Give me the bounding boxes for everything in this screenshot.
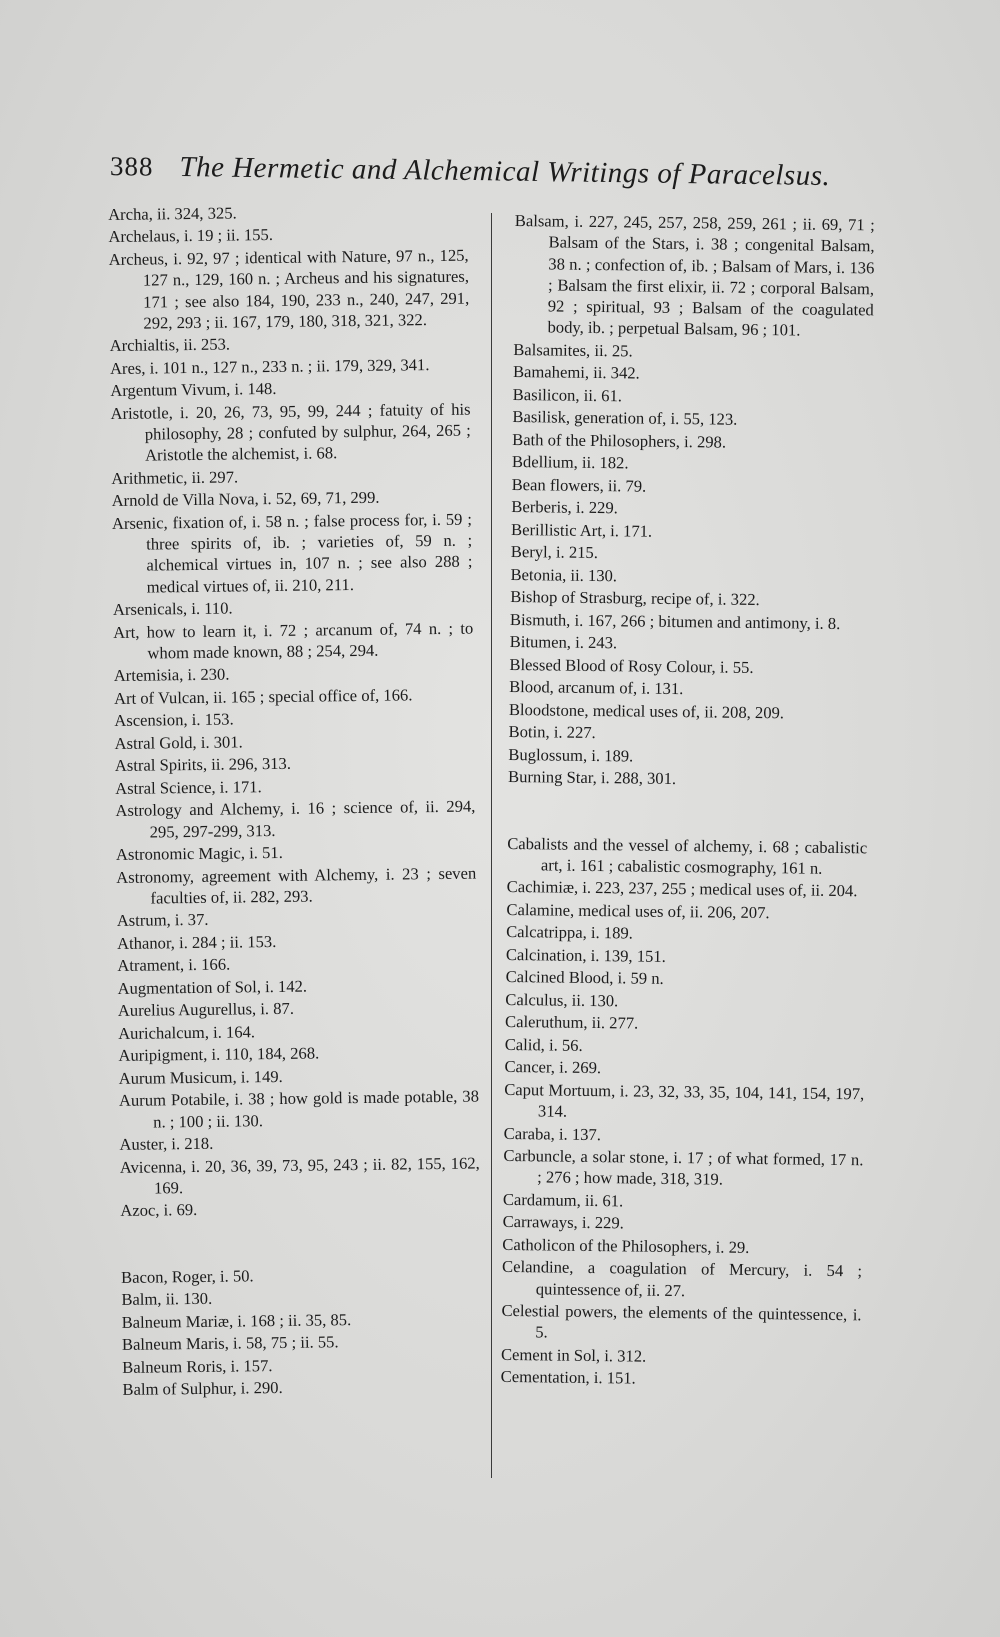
index-entry: Astrum, i. 37. [116, 910, 209, 931]
running-title: The Hermetic and Alchemical Writings of Paracelsus. [179, 150, 831, 193]
index-entry: Arithmetic, ii. 297. [111, 467, 239, 488]
index-entry: Auripigment, i. 110, 184, 268. [118, 1043, 320, 1066]
index-entry: Balm, ii. 130. [121, 1289, 213, 1310]
index-entry: Art, how to learn it, i. 72 ; arcanum of, 74 n. ; to whom made known, 88 ; 254, 294. [113, 618, 474, 663]
index-entry: Astronomic Magic, i. 51. [115, 843, 283, 865]
index-entry: Carraways, i. 229. [502, 1212, 624, 1233]
index-entry: Cardamum, ii. 61. [502, 1189, 624, 1211]
index-entry: Balneum Maris, i. 58, 75 ; ii. 55. [121, 1332, 339, 1355]
index-entry: Astral Science, i. 171. [115, 777, 262, 798]
index-entry: Argentum Vivum, i. 148. [110, 379, 277, 401]
index-entry: Bamahemi, ii. 342. [512, 362, 640, 383]
index-entry: Astronomy, agreement with Alchemy, i. 23 ; seven faculties of, ii. 282, 293. [116, 863, 477, 908]
index-entry: Celestial powers, the elements of the quintessence, i. 5. [501, 1300, 862, 1342]
index-entry: Astral Gold, i. 301. [114, 732, 243, 753]
index-entry: Aurum Musicum, i. 149. [118, 1066, 283, 1088]
index-entry: Cabalists and the vessel of alchemy, i. 68 ; cabalistic art, i. 161 ; cabalistic cosmography, 161 n. [507, 833, 868, 878]
index-entry: Caraba, i. 137. [503, 1123, 602, 1144]
index-entry: Botin, i. 227. [508, 722, 596, 743]
index-entry: Auster, i. 218. [119, 1133, 214, 1155]
index-entry: Blessed Blood of Rosy Colour, i. 55. [509, 654, 754, 677]
index-entry: Calcatrippa, i. 189. [506, 922, 634, 943]
index-entry: Cachimiæ, i. 223, 237, 255 ; medical uses of, ii. 204. [506, 877, 858, 901]
index-entry: Azoc, i. 69. [120, 1200, 198, 1221]
index-entry: Astral Spirits, ii. 296, 313. [114, 754, 292, 776]
index-entry: Aristotle, i. 20, 26, 73, 95, 99, 244 ; fatuity of his philosophy, 28 ; confuted by sulphur, 264, 265 ; Aristotle the alchemist, i. 68. [110, 399, 471, 465]
index-entry: Cancer, i. 269. [504, 1057, 602, 1078]
index-entry: Bean flowers, ii. 79. [511, 474, 647, 496]
index-entry: Astrology and Alchemy, i. 16 ; science of, ii. 294, 295, 297-299, 313. [115, 796, 476, 842]
index-entry: Buglossum, i. 189. [508, 744, 634, 766]
index-entry: Ascension, i. 153. [114, 709, 234, 731]
index-entry: Bacon, Roger, i. 50. [120, 1266, 254, 1287]
index-entry: Calamine, medical uses of, ii. 206, 207. [506, 899, 770, 923]
index-entry: Caput Mortuum, i. 23, 32, 33, 35, 104, 141, 154, 197, 314. [504, 1079, 865, 1121]
index-entry: Arsenicals, i. 110. [112, 598, 233, 620]
index-entry: Balneum Roris, i. 157. [122, 1355, 273, 1377]
index-entry: Calcined Blood, i. 59 n. [505, 967, 664, 989]
index-entry: Bitumen, i. 243. [509, 632, 618, 653]
index-entry: Artemisia, i. 230. [113, 665, 230, 686]
index-group-a [108, 200, 480, 1222]
index-group-c [501, 833, 868, 1392]
index-entry: Archeus, i. 92, 97 ; identical with Nature, 97 n., 125, 127 n., 129, 160 n. ; Archeus and his signatures, 171 ; see also 184, 190, 233 n., 240, 247, 291, 292, 293 ; ii. 167, 179, 180, 318, 321, 322. [108, 245, 470, 333]
index-group-b-entries [508, 210, 875, 792]
index-group-b [121, 1262, 483, 1400]
index-entry: Cement in Sol, i. 312. [500, 1344, 647, 1366]
group-spacer [120, 1218, 481, 1266]
index-entry: Art of Vulcan, ii. 165 ; special office of, 166. [113, 685, 413, 708]
index-entry: Arnold de Villa Nova, i. 52, 69, 71, 299. [111, 488, 380, 511]
index-entry: Bdellium, ii. 182. [511, 452, 629, 473]
index-entry: Archelaus, i. 19 ; ii. 155. [108, 225, 274, 247]
index-entry: Catholicon of the Philosophers, i. 29. [502, 1234, 750, 1257]
index-entry: Arsenic, fixation of, i. 58 n. ; false process for, i. 59 ; three spirits of, ib. ; varieties of, 59 n. ; alchemical virtues in, 107 n. ; see also 288 ; medical virtues of, ii. 210, 211. [111, 509, 473, 597]
index-entry: Celandine, a coagulation of Mercury, i. 54 ; quintessence of, ii. 27. [501, 1257, 863, 1300]
index-entry: Ares, i. 101 n., 127 n., 233 n. ; ii. 179, 329, 341. [109, 354, 430, 378]
index-entry: Carbuncle, a solar stone, i. 17 ; of what formed, 17 n. ; 276 ; how made, 318, 319. [503, 1145, 864, 1189]
index-entry: Berberis, i. 229. [511, 497, 618, 518]
index-column-left [108, 200, 483, 1402]
index-entry: Betonia, ii. 130. [510, 564, 618, 586]
index-entry: Bismuth, i. 167, 266 ; bitumen and antimony, i. 8. [509, 609, 841, 633]
index-entry: Archa, ii. 324, 325. [108, 203, 237, 224]
index-entry: Atrament, i. 166. [117, 954, 231, 976]
index-entry: Augmentation of Sol, i. 142. [117, 976, 308, 998]
index-entry: Aurichalcum, i. 164. [118, 1022, 256, 1043]
index-entry: Aurelius Augurellus, i. 87. [117, 999, 295, 1021]
column-divider [491, 213, 492, 1478]
index-entry: Bloodstone, medical uses of, ii. 208, 209. [508, 699, 785, 723]
index-entry: Archialtis, ii. 253. [109, 334, 231, 356]
index-entry: Balsamites, ii. 25. [513, 339, 633, 361]
page-number: 388 [109, 151, 154, 182]
page-header [110, 150, 870, 194]
index-entry: Blood, arcanum of, i. 131. [509, 677, 684, 699]
index-entry: Calid, i. 56. [504, 1034, 583, 1055]
index-entry: Athanor, i. 284 ; ii. 153. [116, 931, 277, 953]
index-entry: Bath of the Philosophers, i. 298. [512, 429, 727, 452]
index-entry: Burning Star, i. 288, 301. [507, 767, 677, 789]
index-entry: Calculus, ii. 130. [505, 989, 619, 1011]
index-entry: Basilicon, ii. 61. [512, 384, 623, 406]
index-entry: Balm of Sulphur, i. 290. [122, 1378, 283, 1400]
index-entry: Avicenna, i. 20, 36, 39, 73, 95, 243 ; ii. 82, 155, 162, 169. [119, 1153, 480, 1198]
index-entry: Berillistic Art, i. 171. [510, 519, 653, 541]
index-entry: Basilisk, generation of, i. 55, 123. [512, 407, 738, 430]
group-spacer [507, 789, 868, 837]
index-entry: Aurum Potabile, i. 38 ; how gold is made potable, 38 n. ; 100 ; ii. 130. [118, 1086, 480, 1132]
index-entry: Bishop of Strasburg, recipe of, i. 322. [510, 587, 760, 610]
index-entry: Beryl, i. 215. [510, 542, 599, 563]
index-entry: Balsam, i. 227, 245, 257, 258, 259, 261 ; ii. 69, 71 ; Balsam of the Stars, i. 38 ; congenital Balsam, 38 n. ; confection of, ib. ; Balsam of Mars, i. 136 ; Balsam the first elixir, ii. 72 ; corporal Balsam, 92 ; spiritual, 93 ; Balsam of the coagulated body, ib. ; perpetual Balsam, 96 ; 101. [514, 210, 875, 340]
index-entry: Cementation, i. 151. [500, 1367, 636, 1388]
index-entry: Calcination, i. 139, 151. [505, 944, 666, 966]
index-column-right [501, 210, 875, 1393]
index-entry: Balneum Mariæ, i. 168 ; ii. 35, 85. [121, 1309, 352, 1332]
index-entry: Caleruthum, ii. 277. [504, 1012, 639, 1033]
